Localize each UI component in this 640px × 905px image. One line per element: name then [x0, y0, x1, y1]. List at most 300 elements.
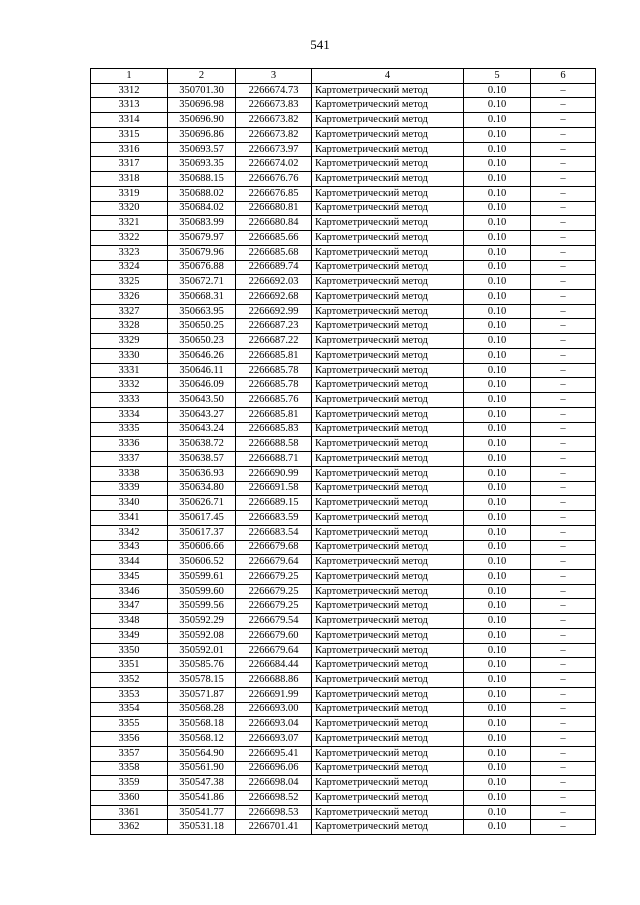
cell-point-number: 3357	[91, 746, 168, 761]
cell-point-number: 3353	[91, 687, 168, 702]
cell-method: Картометрический метод	[312, 555, 464, 570]
cell-point-number: 3313	[91, 98, 168, 113]
cell-note: –	[531, 363, 596, 378]
table-row	[91, 805, 596, 820]
cell-y-coordinate: 2266680.84	[236, 216, 312, 231]
cell-y-coordinate: 2266674.02	[236, 157, 312, 172]
cell-note: –	[531, 290, 596, 305]
cell-y-coordinate: 2266683.59	[236, 511, 312, 526]
cell-note: –	[531, 378, 596, 393]
cell-point-number: 3338	[91, 466, 168, 481]
cell-x-coordinate: 350646.09	[168, 378, 236, 393]
cell-x-coordinate: 350663.95	[168, 304, 236, 319]
cell-note: –	[531, 245, 596, 260]
cell-point-number: 3361	[91, 805, 168, 820]
table-row	[91, 98, 596, 113]
cell-point-number: 3348	[91, 614, 168, 629]
coordinates-table	[90, 68, 596, 835]
cell-accuracy: 0.10	[464, 702, 531, 717]
cell-accuracy: 0.10	[464, 628, 531, 643]
cell-method: Картометрический метод	[312, 304, 464, 319]
cell-accuracy: 0.10	[464, 127, 531, 142]
cell-note: –	[531, 422, 596, 437]
cell-x-coordinate: 350626.71	[168, 496, 236, 511]
table-row	[91, 496, 596, 511]
cell-point-number: 3340	[91, 496, 168, 511]
cell-method: Картометрический метод	[312, 378, 464, 393]
cell-method: Картометрический метод	[312, 216, 464, 231]
cell-y-coordinate: 2266685.83	[236, 422, 312, 437]
cell-x-coordinate: 350696.98	[168, 98, 236, 113]
cell-y-coordinate: 2266679.25	[236, 569, 312, 584]
table-row	[91, 555, 596, 570]
cell-accuracy: 0.10	[464, 717, 531, 732]
cell-y-coordinate: 2266679.25	[236, 599, 312, 614]
cell-accuracy: 0.10	[464, 643, 531, 658]
cell-note: –	[531, 481, 596, 496]
cell-note: –	[531, 172, 596, 187]
cell-x-coordinate: 350599.56	[168, 599, 236, 614]
cell-note: –	[531, 643, 596, 658]
cell-note: –	[531, 687, 596, 702]
cell-y-coordinate: 2266685.68	[236, 245, 312, 260]
cell-x-coordinate: 350643.24	[168, 422, 236, 437]
cell-note: –	[531, 348, 596, 363]
cell-note: –	[531, 496, 596, 511]
cell-x-coordinate: 350688.02	[168, 186, 236, 201]
cell-x-coordinate: 350650.23	[168, 334, 236, 349]
table-row	[91, 201, 596, 216]
cell-x-coordinate: 350701.30	[168, 83, 236, 98]
cell-x-coordinate: 350638.57	[168, 452, 236, 467]
table-header	[91, 69, 596, 84]
cell-note: –	[531, 127, 596, 142]
cell-x-coordinate: 350599.60	[168, 584, 236, 599]
cell-method: Картометрический метод	[312, 275, 464, 290]
cell-y-coordinate: 2266679.54	[236, 614, 312, 629]
table-row	[91, 83, 596, 98]
cell-x-coordinate: 350568.28	[168, 702, 236, 717]
cell-point-number: 3349	[91, 628, 168, 643]
table-row	[91, 732, 596, 747]
cell-point-number: 3316	[91, 142, 168, 157]
cell-point-number: 3334	[91, 407, 168, 422]
cell-x-coordinate: 350564.90	[168, 746, 236, 761]
cell-method: Картометрический метод	[312, 231, 464, 246]
cell-point-number: 3314	[91, 113, 168, 128]
cell-method: Картометрический метод	[312, 363, 464, 378]
cell-x-coordinate: 350646.11	[168, 363, 236, 378]
cell-note: –	[531, 98, 596, 113]
table-row	[91, 245, 596, 260]
cell-accuracy: 0.10	[464, 790, 531, 805]
cell-method: Картометрический метод	[312, 702, 464, 717]
cell-point-number: 3345	[91, 569, 168, 584]
cell-y-coordinate: 2266673.83	[236, 98, 312, 113]
cell-y-coordinate: 2266695.41	[236, 746, 312, 761]
table-row	[91, 348, 596, 363]
cell-accuracy: 0.10	[464, 481, 531, 496]
cell-method: Картометрический метод	[312, 776, 464, 791]
cell-note: –	[531, 201, 596, 216]
cell-y-coordinate: 2266687.22	[236, 334, 312, 349]
cell-x-coordinate: 350696.90	[168, 113, 236, 128]
cell-note: –	[531, 319, 596, 334]
cell-x-coordinate: 350634.80	[168, 481, 236, 496]
cell-accuracy: 0.10	[464, 776, 531, 791]
cell-method: Картометрический метод	[312, 437, 464, 452]
cell-method: Картометрический метод	[312, 584, 464, 599]
cell-y-coordinate: 2266685.78	[236, 378, 312, 393]
cell-point-number: 3331	[91, 363, 168, 378]
cell-point-number: 3337	[91, 452, 168, 467]
cell-method: Картометрический метод	[312, 334, 464, 349]
cell-note: –	[531, 820, 596, 835]
cell-method: Картометрический метод	[312, 260, 464, 275]
cell-x-coordinate: 350568.12	[168, 732, 236, 747]
cell-y-coordinate: 2266673.82	[236, 113, 312, 128]
cell-method: Картометрический метод	[312, 157, 464, 172]
cell-note: –	[531, 275, 596, 290]
table-row	[91, 540, 596, 555]
cell-y-coordinate: 2266679.60	[236, 628, 312, 643]
cell-note: –	[531, 776, 596, 791]
cell-note: –	[531, 540, 596, 555]
table-row	[91, 717, 596, 732]
cell-accuracy: 0.10	[464, 511, 531, 526]
table-row	[91, 658, 596, 673]
table-row	[91, 186, 596, 201]
cell-note: –	[531, 511, 596, 526]
table-row	[91, 127, 596, 142]
table-row	[91, 304, 596, 319]
cell-y-coordinate: 2266701.41	[236, 820, 312, 835]
cell-x-coordinate: 350668.31	[168, 290, 236, 305]
cell-note: –	[531, 732, 596, 747]
cell-accuracy: 0.10	[464, 584, 531, 599]
cell-note: –	[531, 216, 596, 231]
cell-note: –	[531, 790, 596, 805]
cell-y-coordinate: 2266689.74	[236, 260, 312, 275]
table-row	[91, 216, 596, 231]
cell-method: Картометрический метод	[312, 466, 464, 481]
cell-point-number: 3350	[91, 643, 168, 658]
cell-point-number: 3312	[91, 83, 168, 98]
column-header-3: 3	[236, 69, 312, 84]
cell-method: Картометрический метод	[312, 245, 464, 260]
cell-accuracy: 0.10	[464, 113, 531, 128]
table-row	[91, 172, 596, 187]
cell-method: Картометрический метод	[312, 127, 464, 142]
cell-note: –	[531, 113, 596, 128]
cell-point-number: 3343	[91, 540, 168, 555]
table-row	[91, 113, 596, 128]
cell-y-coordinate: 2266696.06	[236, 761, 312, 776]
cell-x-coordinate: 350638.72	[168, 437, 236, 452]
cell-y-coordinate: 2266688.58	[236, 437, 312, 452]
table-row	[91, 790, 596, 805]
cell-note: –	[531, 628, 596, 643]
cell-note: –	[531, 761, 596, 776]
cell-method: Картометрический метод	[312, 761, 464, 776]
cell-note: –	[531, 452, 596, 467]
cell-method: Картометрический метод	[312, 525, 464, 540]
cell-accuracy: 0.10	[464, 260, 531, 275]
cell-y-coordinate: 2266685.78	[236, 363, 312, 378]
cell-y-coordinate: 2266692.99	[236, 304, 312, 319]
cell-method: Картометрический метод	[312, 540, 464, 555]
cell-y-coordinate: 2266698.52	[236, 790, 312, 805]
cell-y-coordinate: 2266679.68	[236, 540, 312, 555]
cell-point-number: 3327	[91, 304, 168, 319]
cell-x-coordinate: 350592.29	[168, 614, 236, 629]
cell-accuracy: 0.10	[464, 83, 531, 98]
cell-method: Картометрический метод	[312, 407, 464, 422]
cell-method: Картометрический метод	[312, 746, 464, 761]
cell-y-coordinate: 2266679.64	[236, 643, 312, 658]
cell-accuracy: 0.10	[464, 805, 531, 820]
cell-accuracy: 0.10	[464, 334, 531, 349]
cell-point-number: 3352	[91, 673, 168, 688]
cell-method: Картометрический метод	[312, 511, 464, 526]
cell-x-coordinate: 350688.15	[168, 172, 236, 187]
cell-point-number: 3354	[91, 702, 168, 717]
cell-method: Картометрический метод	[312, 142, 464, 157]
cell-note: –	[531, 673, 596, 688]
cell-accuracy: 0.10	[464, 172, 531, 187]
cell-point-number: 3323	[91, 245, 168, 260]
cell-point-number: 3356	[91, 732, 168, 747]
column-header-1: 1	[91, 69, 168, 84]
cell-y-coordinate: 2266679.64	[236, 555, 312, 570]
table-row	[91, 614, 596, 629]
cell-method: Картометрический метод	[312, 113, 464, 128]
cell-x-coordinate: 350636.93	[168, 466, 236, 481]
column-header-5: 5	[464, 69, 531, 84]
cell-y-coordinate: 2266693.04	[236, 717, 312, 732]
cell-accuracy: 0.10	[464, 304, 531, 319]
cell-accuracy: 0.10	[464, 496, 531, 511]
cell-note: –	[531, 584, 596, 599]
cell-note: –	[531, 702, 596, 717]
cell-point-number: 3344	[91, 555, 168, 570]
cell-x-coordinate: 350547.38	[168, 776, 236, 791]
cell-point-number: 3347	[91, 599, 168, 614]
cell-point-number: 3324	[91, 260, 168, 275]
cell-y-coordinate: 2266676.85	[236, 186, 312, 201]
table-row	[91, 393, 596, 408]
cell-note: –	[531, 717, 596, 732]
cell-method: Картометрический метод	[312, 732, 464, 747]
cell-accuracy: 0.10	[464, 142, 531, 157]
cell-accuracy: 0.10	[464, 98, 531, 113]
cell-y-coordinate: 2266698.53	[236, 805, 312, 820]
cell-y-coordinate: 2266689.15	[236, 496, 312, 511]
table-row	[91, 157, 596, 172]
table-row	[91, 525, 596, 540]
table-row	[91, 407, 596, 422]
cell-x-coordinate: 350693.35	[168, 157, 236, 172]
table-row	[91, 452, 596, 467]
cell-x-coordinate: 350679.96	[168, 245, 236, 260]
cell-accuracy: 0.10	[464, 319, 531, 334]
cell-point-number: 3341	[91, 511, 168, 526]
cell-x-coordinate: 350693.57	[168, 142, 236, 157]
cell-y-coordinate: 2266685.66	[236, 231, 312, 246]
cell-method: Картометрический метод	[312, 673, 464, 688]
table-body	[91, 83, 596, 834]
cell-point-number: 3317	[91, 157, 168, 172]
cell-accuracy: 0.10	[464, 555, 531, 570]
cell-method: Картометрический метод	[312, 643, 464, 658]
cell-method: Картометрический метод	[312, 687, 464, 702]
cell-y-coordinate: 2266692.03	[236, 275, 312, 290]
table-row	[91, 260, 596, 275]
cell-x-coordinate: 350696.86	[168, 127, 236, 142]
cell-accuracy: 0.10	[464, 820, 531, 835]
table-row	[91, 820, 596, 835]
table-row	[91, 746, 596, 761]
cell-x-coordinate: 350617.45	[168, 511, 236, 526]
cell-note: –	[531, 260, 596, 275]
cell-accuracy: 0.10	[464, 275, 531, 290]
cell-method: Картометрический метод	[312, 820, 464, 835]
cell-x-coordinate: 350568.18	[168, 717, 236, 732]
table-row	[91, 628, 596, 643]
cell-point-number: 3336	[91, 437, 168, 452]
cell-y-coordinate: 2266674.73	[236, 83, 312, 98]
cell-note: –	[531, 142, 596, 157]
cell-x-coordinate: 350561.90	[168, 761, 236, 776]
cell-note: –	[531, 569, 596, 584]
cell-y-coordinate: 2266693.00	[236, 702, 312, 717]
cell-accuracy: 0.10	[464, 186, 531, 201]
cell-y-coordinate: 2266688.71	[236, 452, 312, 467]
cell-accuracy: 0.10	[464, 290, 531, 305]
table-row	[91, 599, 596, 614]
cell-note: –	[531, 186, 596, 201]
cell-y-coordinate: 2266693.07	[236, 732, 312, 747]
table-row	[91, 422, 596, 437]
table-row	[91, 673, 596, 688]
cell-note: –	[531, 231, 596, 246]
cell-x-coordinate: 350643.50	[168, 393, 236, 408]
cell-point-number: 3328	[91, 319, 168, 334]
cell-point-number: 3335	[91, 422, 168, 437]
cell-method: Картометрический метод	[312, 98, 464, 113]
cell-accuracy: 0.10	[464, 407, 531, 422]
cell-method: Картометрический метод	[312, 319, 464, 334]
cell-y-coordinate: 2266673.97	[236, 142, 312, 157]
cell-note: –	[531, 83, 596, 98]
cell-x-coordinate: 350585.76	[168, 658, 236, 673]
cell-accuracy: 0.10	[464, 761, 531, 776]
cell-y-coordinate: 2266680.81	[236, 201, 312, 216]
cell-accuracy: 0.10	[464, 687, 531, 702]
cell-accuracy: 0.10	[464, 658, 531, 673]
cell-accuracy: 0.10	[464, 201, 531, 216]
cell-accuracy: 0.10	[464, 540, 531, 555]
cell-method: Картометрический метод	[312, 348, 464, 363]
cell-note: –	[531, 304, 596, 319]
table-row	[91, 761, 596, 776]
cell-x-coordinate: 350679.97	[168, 231, 236, 246]
cell-point-number: 3342	[91, 525, 168, 540]
cell-note: –	[531, 393, 596, 408]
table-row	[91, 584, 596, 599]
table-row	[91, 319, 596, 334]
table-row	[91, 275, 596, 290]
cell-note: –	[531, 746, 596, 761]
cell-method: Картометрический метод	[312, 628, 464, 643]
cell-accuracy: 0.10	[464, 348, 531, 363]
cell-note: –	[531, 157, 596, 172]
cell-method: Картометрический метод	[312, 201, 464, 216]
cell-point-number: 3339	[91, 481, 168, 496]
table-row	[91, 231, 596, 246]
cell-x-coordinate: 350592.08	[168, 628, 236, 643]
cell-point-number: 3355	[91, 717, 168, 732]
cell-accuracy: 0.10	[464, 732, 531, 747]
cell-method: Картометрический метод	[312, 290, 464, 305]
cell-note: –	[531, 555, 596, 570]
cell-method: Картометрический метод	[312, 481, 464, 496]
cell-accuracy: 0.10	[464, 422, 531, 437]
cell-method: Картометрический метод	[312, 717, 464, 732]
cell-x-coordinate: 350599.61	[168, 569, 236, 584]
cell-y-coordinate: 2266676.76	[236, 172, 312, 187]
cell-point-number: 3319	[91, 186, 168, 201]
cell-x-coordinate: 350541.86	[168, 790, 236, 805]
table-row	[91, 481, 596, 496]
cell-x-coordinate: 350571.87	[168, 687, 236, 702]
cell-accuracy: 0.10	[464, 525, 531, 540]
cell-x-coordinate: 350646.26	[168, 348, 236, 363]
cell-x-coordinate: 350541.77	[168, 805, 236, 820]
header-row	[91, 69, 596, 84]
cell-x-coordinate: 350531.18	[168, 820, 236, 835]
cell-point-number: 3359	[91, 776, 168, 791]
cell-method: Картометрический метод	[312, 614, 464, 629]
cell-method: Картометрический метод	[312, 186, 464, 201]
column-header-4: 4	[312, 69, 464, 84]
cell-y-coordinate: 2266679.25	[236, 584, 312, 599]
cell-accuracy: 0.10	[464, 378, 531, 393]
cell-accuracy: 0.10	[464, 673, 531, 688]
cell-note: –	[531, 437, 596, 452]
column-header-6: 6	[531, 69, 596, 84]
cell-x-coordinate: 350592.01	[168, 643, 236, 658]
cell-method: Картометрический метод	[312, 422, 464, 437]
cell-accuracy: 0.10	[464, 599, 531, 614]
cell-x-coordinate: 350643.27	[168, 407, 236, 422]
cell-y-coordinate: 2266688.86	[236, 673, 312, 688]
cell-x-coordinate: 350672.71	[168, 275, 236, 290]
cell-method: Картометрический метод	[312, 496, 464, 511]
cell-y-coordinate: 2266687.23	[236, 319, 312, 334]
cell-y-coordinate: 2266691.58	[236, 481, 312, 496]
table-row	[91, 290, 596, 305]
cell-method: Картометрический метод	[312, 172, 464, 187]
cell-note: –	[531, 599, 596, 614]
table-row	[91, 334, 596, 349]
cell-method: Картометрический метод	[312, 599, 464, 614]
cell-note: –	[531, 614, 596, 629]
cell-y-coordinate: 2266685.81	[236, 348, 312, 363]
cell-accuracy: 0.10	[464, 393, 531, 408]
cell-note: –	[531, 407, 596, 422]
cell-accuracy: 0.10	[464, 231, 531, 246]
